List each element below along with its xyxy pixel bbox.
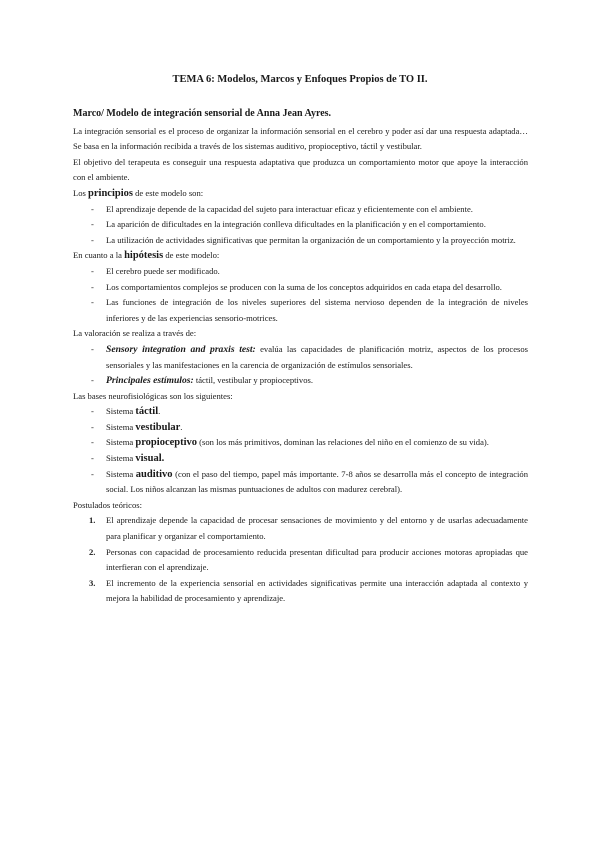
bases-list (73, 404, 528, 498)
hipotesis-list (73, 264, 528, 326)
hipotesis-intro: En cuanto a la hipótesis de este modelo: (73, 250, 220, 262)
list-item: 3. El incremento de la experiencia sensorial en actividades significativas permite una interacción adaptada al contexto y mejora la habilidad de procesamiento y aprendizaje. (89, 577, 528, 604)
document-body (73, 106, 528, 607)
list-item: 2. Personas con capacidad de procesamiento reducida presentan dificultad para producir acciones motoras apropiadas que interfieran con el aprendizaje. (89, 546, 528, 573)
list-item: 1. El aprendizaje depende la capacidad de procesar sensaciones de movimiento y del entorno y de usarlas adecuadamente para planificar y organizar el comportamiento. (89, 515, 528, 542)
list-item: - Sistema auditivo (con el paso del tiempo, papel más importante. 7-8 años se desarrolla más el concepto de integración social. Los niños alcanzan las mismas puntuaciones de adultos con madurez cerebral). (73, 467, 528, 498)
valoracion-list (73, 342, 528, 389)
list-item: - Principales estímulos: táctil, vestibular y propioceptivos. (73, 373, 528, 389)
valoracion-intro: La valoración se realiza a través de: (73, 328, 197, 339)
principios-list (73, 202, 528, 249)
list-item: - Las funciones de integración de los niveles superiores del sistema nervioso dependen de la integración de niveles inferiores y de las experiencias sensorio-motrices. (73, 295, 528, 326)
postulados-list (73, 513, 528, 607)
list-item: - La utilización de actividades significativas que permitan la organización de un comportamiento y la proyección motriz. (73, 233, 528, 249)
principios-intro: Los principios de este modelo son: (73, 187, 204, 199)
intro-paragraph-2: El objetivo del terapeuta es conseguir una respuesta adaptativa que produzca un comportamiento motor que apoye la interacción con el ambiente. (73, 156, 528, 183)
list-item: - Sensory integration and praxis test: evalúa las capacidades de planificación motriz, aspectos de los procesos sensoriales y las manifestaciones en la carencia de organización de estímulos sensoriales. (73, 342, 528, 373)
list-item: - Sistema vestibular. (73, 420, 528, 436)
bases-intro: Las bases neurofisiológicas son los siguientes: (73, 390, 233, 401)
intro-paragraph-1: La integración sensorial es el proceso de organizar la información sensorial en el cerebro y poder así dar una respuesta adaptada… Se basa en la información recibida a través de los sistemas auditivo, propioceptivo, táctil y vestibular. (73, 125, 528, 152)
list-item: - La aparición de dificultades en la integración conlleva dificultades en la planificación y en el comportamiento. (73, 217, 528, 233)
list-item: - Los comportamientos complejos se producen con la suma de los conceptos adquiridos en cada etapa del desarrollo. (73, 280, 528, 296)
list-item: - Sistema propioceptivo (son los más primitivos, dominan las relaciones del niño en el comienzo de su vida). (73, 435, 528, 451)
postulados-intro: Postulados teóricos: (73, 499, 142, 510)
list-item: - El cerebro puede ser modificado. (73, 264, 528, 280)
list-item: - El aprendizaje depende de la capacidad del sujeto para interactuar eficaz y eficientemente con el ambiente. (73, 202, 528, 218)
list-item: - Sistema visual. (73, 451, 528, 467)
section-heading: Marco/ Modelo de integración sensorial de Anna Jean Ayres. (73, 108, 332, 119)
list-item: - Sistema táctil. (73, 404, 528, 420)
page-title: TEMA 6: Modelos, Marcos y Enfoques Propios de TO II. (172, 74, 428, 85)
